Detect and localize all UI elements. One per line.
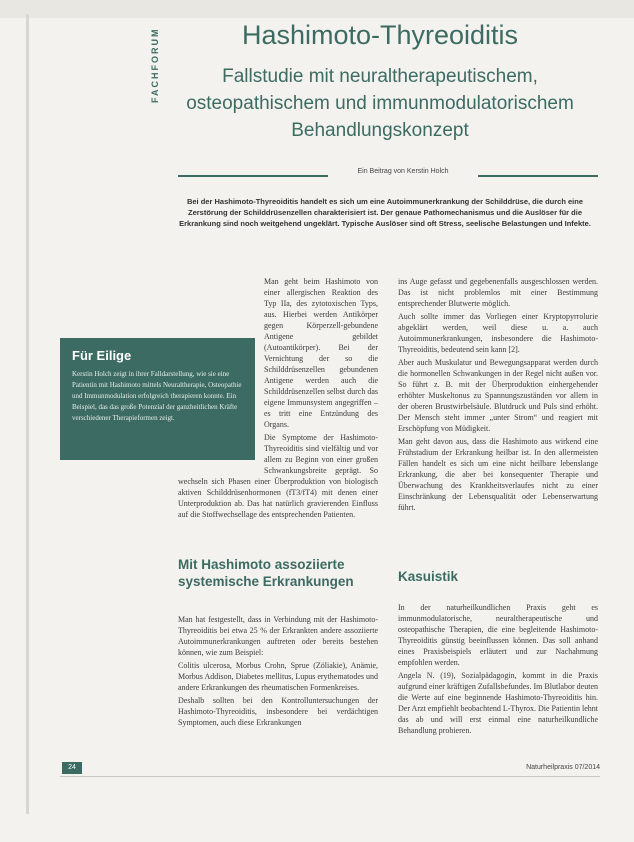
page-title: Hashimoto-Thyreoiditis: [241, 20, 519, 50]
paragraph: Man hat festgestellt, dass in Verbindung mit der Hashimoto-Thyreoiditis bei etwa 25 % der Erkrankten andere assoziierte Autoimmunerkrankungen auftreten oder bereits bestehen können, wie zum Beispiel:: [178, 615, 378, 657]
scan-shadow: [26, 14, 29, 814]
paragraph: ins Auge gefasst und gegebenenfalls ausgeschlossen werden. Das ist nicht problemlos mit einer Bestimmung entsprechender Blutwerte möglich.: [398, 277, 598, 308]
paragraph: Deshalb sollten bei den Kontrolluntersuchungen der Hashimoto-Thyreoiditis, insbesondere bei verdächtigen Symptomen, auch diese Erkrankungen: [178, 696, 378, 727]
byline-block: [178, 168, 598, 182]
paragraph: Auch sollte immer das Vorliegen einer Kryptopyrrolurie abgeklärt werden, weil diese u. a. auch Autoimmunerkrankungen, insbesondere die Hashimoto-Thyreoiditis, bedeutend sein kann [2].: [398, 312, 598, 354]
byline-rule-left: [178, 175, 328, 177]
byline: Ein Beitrag von Kerstin Holch: [357, 168, 449, 175]
section-tag: FACHFORUM: [150, 27, 160, 103]
left-column-bottom: [178, 614, 378, 730]
sidebar-box: [60, 338, 255, 460]
journal-name: Naturheilpraxis 07/2014: [526, 764, 600, 771]
sidebar-text: Kerstin Holch zeigt in ihrer Falldarstellung, wie sie eine Patientin mit Hashimoto mittels Neuraltherapie, Osteopathie und Immunmodulation erfolgreich therapieren konnte. Ein Beispiel, das das große Potenzial der ganzheitlichen Kräfte verschiedener Therapieformen zeigt.: [72, 370, 242, 422]
paragraph: Angela N. (19), Sozialpädagogin, kommt in die Praxis aufgrund einer kräftigen Zufallsbefundes. Im Blutlabor deuten die Werte auf eine beginnende Hashimoto-Thyreoiditis hin. Der Arzt empfiehlt beobachtend L-Thyrox. Die Patientin lehnt das ab und will erst einmal eine naturheilkundliche Behandlung probieren.: [398, 671, 598, 735]
paragraph: Colitis ulcerosa, Morbus Crohn, Sprue (Zöliakie), Anämie, Morbus Addison, Diabetes mellitus, Lupus erythematodes und andere Erkrankungen des rheumatischen Formenkreises.: [178, 661, 378, 692]
right-column-top: [398, 276, 598, 515]
right-column-bottom: [398, 602, 598, 738]
paragraph: In der naturheilkundlichen Praxis geht es immunmodulatorische, neuraltherapeutische und osteopathische Therapien, die eine begleitende Hashimoto-Thyreoiditis günstig beeinflussen können. Das soll anhand eines Praxisbeispiels erläutert und zur Nachahmung empfohlen werden.: [398, 603, 598, 667]
paragraph: Man geht davon aus, dass die Hashimoto aus wirkend eine Frühstadium der Erkrankung heilbar ist. In den allermeisten Fällen handelt es sich um eine nicht heilbare lebenslange Erkrankung, die aber bei konsequenter Therapie und Überwachung des Krankheitsverlaufes nicht zu einer Einschränkung der Lebensqualität oder Lebenserwartung führt.: [398, 437, 598, 512]
page-number: 24: [62, 762, 82, 774]
footer-rule: [60, 776, 600, 777]
paragraph: Man geht beim Hashimoto von einer allergischen Reaktion des Typ IIa, des zytotoxischen Typs, aus. Hierbei werden Antikörper gegen Körperzell-gebundene Antigene gebildet (Autoantikörper). Bei der Vernichtung der so die Schilddrüsenzellen gebundenen Antigene werden auch die Schilddrüsenzellen selbst durch das eigene Immunsystem angegriffen – es tritt eine Entzündung des Organs.: [264, 277, 378, 429]
page-subtitle: Fallstudie mit neuraltherapeutischem, osteopathischem und immunmodulatorischem Behandlungskonzept: [186, 66, 574, 141]
byline-rule-right: [478, 175, 598, 177]
section-heading-kasuistik: Kasuistik: [398, 569, 459, 584]
paragraph: Aber auch Muskulatur und Bewegungsapparat werden durch die hormonellen Schwankungen in der Regel nicht außen vor. So führt z. B. mit der Überproduktion einhergehender erhöhter Muskeltonus zu Spannungszuständen vor allem in der oberen Brustwirbelsäule. Blutdruck und Puls sind erhöht. Der Mensch steht immer „unter Strom“ und reagiert mit Erschöpfung von Müdigkeit.: [398, 358, 598, 433]
paragraph: Die Symptome der Hashimoto-Thyreoiditis sind vielfältig und vor allem zu Beginn von einer großen Schwankungsbreite geprägt. So wechseln sich Phasen einer Überproduktion von biologisch aktiven Schilddrüsenhormonen (fT3/fT4) mit denen einer Unterproduktion ab. Das hat natürlich gravierenden Einfluss auf die Stoffwechsellage des entsprechenden Patienten.: [178, 433, 378, 519]
sidebar-title: Für Eilige: [72, 348, 132, 363]
lead-paragraph: Bei der Hashimoto-Thyreoiditis handelt es sich um eine Autoimmunerkrankung der Schilddrüse, die durch eine Zerstörung der Schilddrüsenzellen charakterisiert ist. Der genaue Pathomechanismus und die Auslöser für die Erkrankung sind noch weitgehend ungeklärt. Typische Auslöser sind oft Stress, seelische Belastungen und Infekte.: [179, 197, 591, 228]
scan-edge: [0, 0, 634, 18]
section-heading: Mit Hashimoto assoziierte systemische Erkrankungen: [178, 557, 354, 589]
